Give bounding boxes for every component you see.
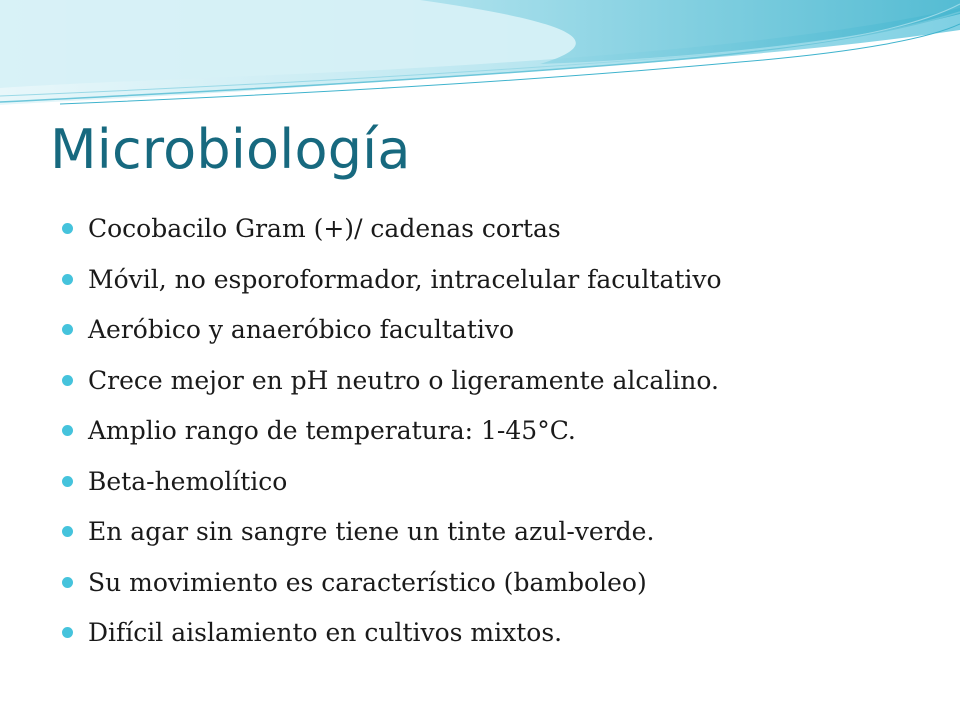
bullet-item: [60, 562, 722, 613]
bullet-item: [60, 612, 722, 663]
bullet-marker-icon: [62, 476, 73, 487]
bullet-item: [60, 309, 722, 360]
bullet-item: [60, 208, 722, 259]
bullet-item: [60, 259, 722, 310]
bullet-text: Su movimiento es característico (bamboleo): [88, 567, 647, 597]
bullet-text: Cocobacilo Gram (+)/ cadenas cortas: [88, 214, 561, 243]
bullet-item: [60, 461, 722, 512]
bullet-list: [60, 208, 722, 663]
bullet-text: Difícil aislamiento en cultivos mixtos.: [88, 618, 563, 647]
bullet-text: Crece mejor en pH neutro o ligeramente alcalino.: [88, 365, 719, 395]
header-wave-decoration: [0, 0, 960, 120]
bullet-marker-icon: [62, 425, 73, 436]
bullet-item: [60, 360, 722, 411]
slide-title: Microbiología: [50, 118, 411, 181]
bullet-marker-icon: [62, 577, 73, 588]
bullet-text: En agar sin sangre tiene un tinte azul-verde.: [88, 517, 655, 546]
bullet-text: Móvil, no esporoformador, intracelular facultativo: [88, 264, 722, 294]
bullet-marker-icon: [62, 627, 73, 638]
bullet-marker-icon: [62, 526, 73, 537]
bullet-marker-icon: [62, 274, 73, 285]
bullet-item: [60, 511, 722, 562]
bullet-item: [60, 410, 722, 461]
bullet-marker-icon: [62, 324, 73, 335]
bullet-text: Beta-hemolítico: [88, 466, 288, 496]
bullet-text: Amplio rango de temperatura: 1-45°C.: [88, 416, 576, 445]
bullet-marker-icon: [62, 223, 73, 234]
bullet-text: Aeróbico y anaeróbico facultativo: [88, 315, 515, 344]
bullet-marker-icon: [62, 375, 73, 386]
